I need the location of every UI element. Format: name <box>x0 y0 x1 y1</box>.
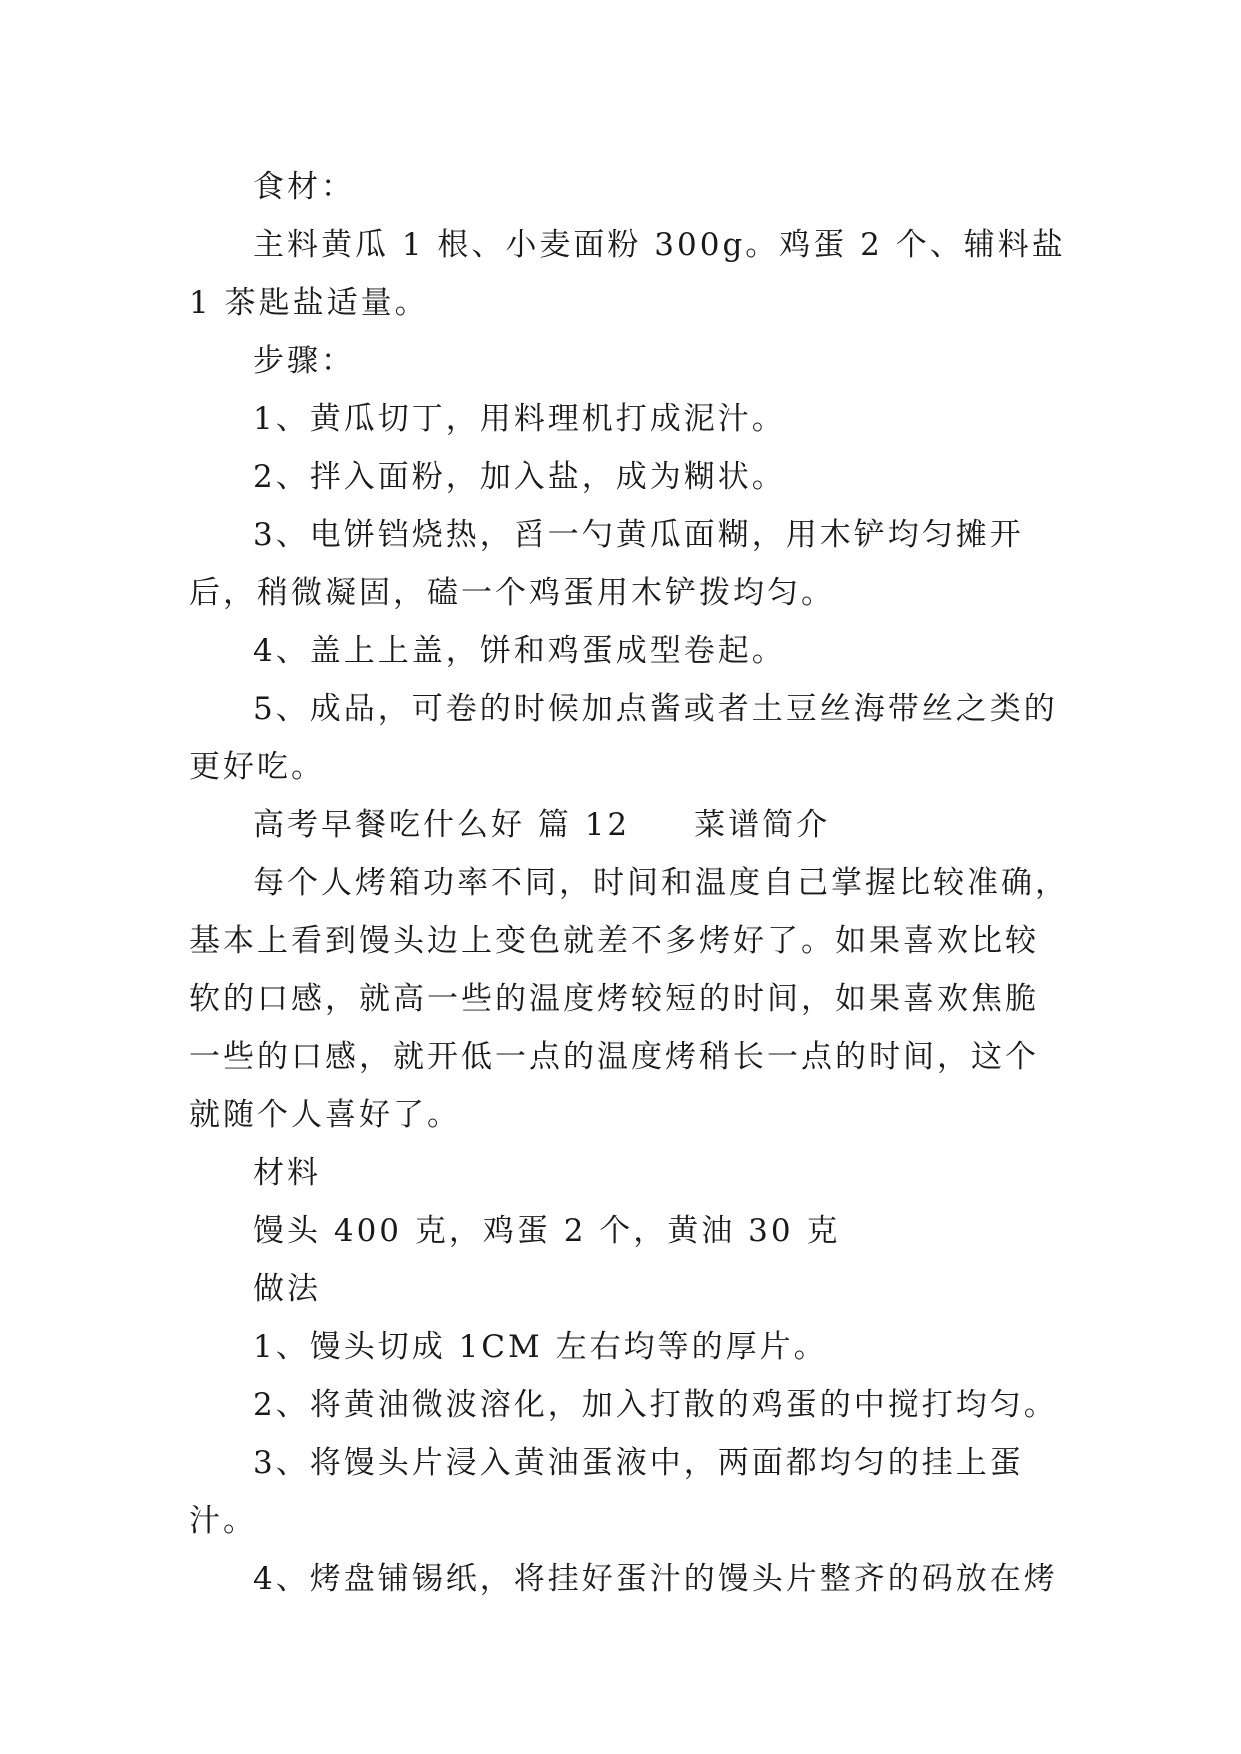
paragraph-ingredients-heading: 食材： <box>253 169 355 205</box>
paragraph-step-5: 5、成品，可卷的时候加点酱或者土豆丝海带丝之类的更好吃。 <box>189 691 1058 785</box>
paragraph-intro: 每个人烤箱功率不同，时间和温度自己掌握比较准确，基本上看到馒头边上变色就差不多烤好了。如果喜欢比较软的口感，就高一些的温度烤较短的时间，如果喜欢焦脆一些的口感，就开低一点的温度烤稍长一点的时间，这个就随个人喜好了。 <box>189 865 1069 1133</box>
section-number: 篇 12 <box>537 807 631 843</box>
paragraph-step-1: 1、黄瓜切丁，用料理机打成泥汁。 <box>253 401 786 437</box>
section-title: 高考早餐吃什么好 <box>253 807 525 843</box>
paragraph-method-2: 2、将黄油微波溶化，加入打散的鸡蛋的中搅打均匀。 <box>253 1387 1058 1423</box>
paragraph-step-4: 4、盖上上盖，饼和鸡蛋成型卷起。 <box>253 633 786 669</box>
paragraph-method-3: 3、将馒头片浸入黄油蛋液中，两面都均匀的挂上蛋汁。 <box>189 1445 1024 1539</box>
paragraph-ingredients: 主料黄瓜 1 根、小麦面粉 300g。鸡蛋 2 个、辅料盐 1 茶匙盐适量。 <box>189 227 1066 321</box>
paragraph-materials-heading: 材料 <box>253 1155 321 1191</box>
paragraph-method-4: 4、烤盘铺锡纸，将挂好蛋汁的馒头片整齐的码放在烤 <box>253 1561 1058 1597</box>
paragraph-method-heading: 做法 <box>253 1271 321 1307</box>
paragraph-step-2: 2、拌入面粉，加入盐，成为糊状。 <box>253 459 786 495</box>
document-body <box>189 158 1069 1608</box>
section-subtitle: 菜谱简介 <box>694 807 831 843</box>
paragraph-steps-heading: 步骤： <box>253 343 355 379</box>
section-heading <box>189 796 1069 854</box>
paragraph-materials: 馒头 400 克，鸡蛋 2 个，黄油 30 克 <box>253 1213 841 1249</box>
paragraph-method-1: 1、馒头切成 1CM 左右均等的厚片。 <box>253 1329 828 1365</box>
paragraph-step-3: 3、电饼铛烧热，舀一勺黄瓜面糊，用木铲均匀摊开后，稍微凝固，磕一个鸡蛋用木铲拨均匀。 <box>189 517 1024 611</box>
